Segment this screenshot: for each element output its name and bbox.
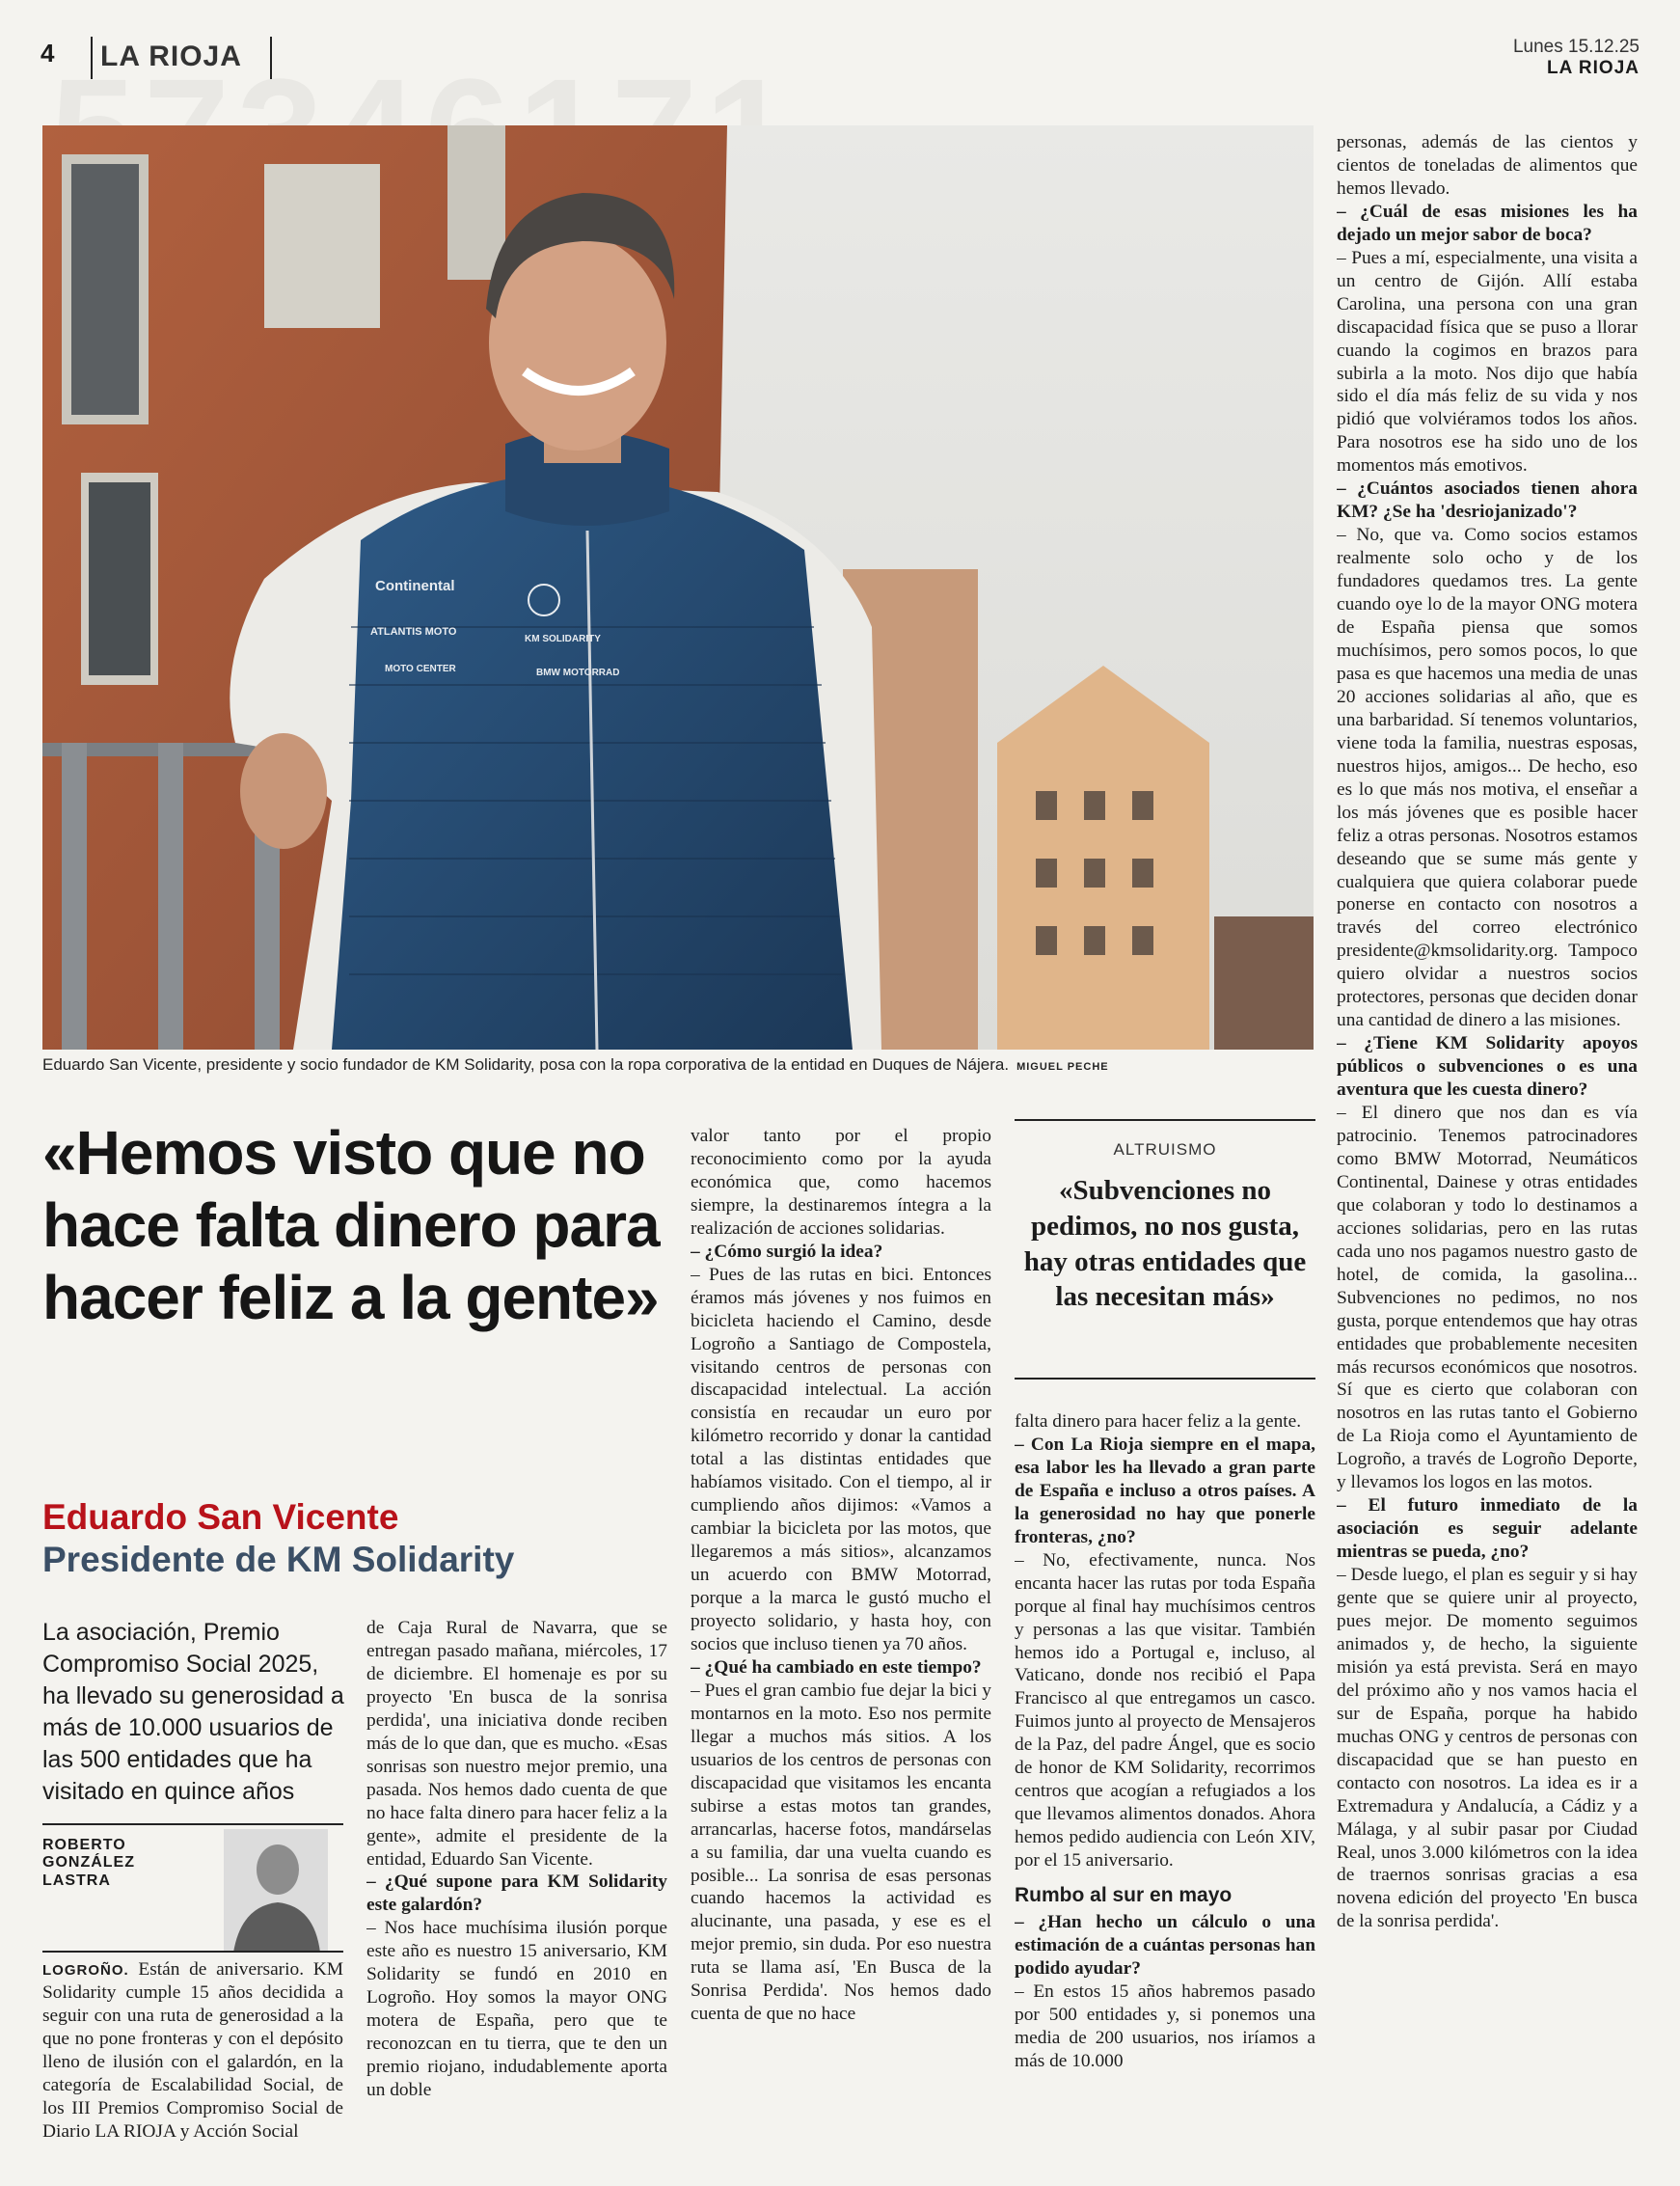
- subheading: Rumbo al sur en mayo: [1015, 1884, 1233, 1907]
- paragraph: – Pues de las rutas en bici. Entonces éramos más jóvenes y nos fuimos en bicicleta haciendo el Camino, desde Logroño a Santiago de Compostela, visitando centros de personas con discapacidad intelectual. La acción consistía en recaudar un euro por kilómetro recorrido y donar la cantidad total a las distintas entidades que habíamos visitado. Con el tiempo, al ir cumpliendo años dijimos: «Vamos a cambiar la bicicleta por las motos, que llegaremos a más sitios», alcanzamos un acuerdo con BMW Motorrad, porque a la marca le gustó mucho el proyecto solidario, y hasta hoy, con socios que incluso tienen ya 70 años.: [691, 1264, 991, 1654]
- paragraph: – Pues a mí, especialmente, una visita a un centro de Gijón. Allí estaba Carolina, una persona con una gran discapacidad física que se puso a llorar cuando la cogimos en brazos para subirla a la moto. Nos dijo que había sido el día más feliz de su vida y nos pidió que volviéramos todos los años. Para nosotros ese ha sido uno de los momentos más emotivos.: [1337, 247, 1638, 477]
- page-number: 4: [41, 39, 55, 68]
- caption-text: Eduardo San Vicente, presidente y socio fundador de KM Solidarity, posa con la ropa corporativa de la entidad en Duques de Nájera.: [42, 1055, 1010, 1074]
- vest-logo: MOTO CENTER: [385, 664, 456, 674]
- body-column-1: [42, 1958, 343, 2186]
- rule: [42, 1951, 343, 1953]
- pull-quote-tag: ALTRUISMO: [1113, 1140, 1217, 1159]
- body-column-4: [1015, 1410, 1315, 2186]
- paragraph: – No, efectivamente, nunca. Nos encanta hacer las rutas por toda España porque al final hay muchísimos centros y personas a las que visitar. También hemos ido a Portugal e, incluso, al Vaticano, donde nos recibió el Papa Francisco al que entregamos un casco. Fuimos junto al proyecto de Mensajeros de la Paz, del padre Ángel, que es socio de honor de KM Solidarity, recorrimos centros que acogían a refugiados a los que llevamos alimentos donados. Ahora hemos pedido audiencia con León XIV, por el 15 aniversario.: [1015, 1549, 1315, 1872]
- vest-logo: KM SOLIDARITY: [525, 634, 601, 644]
- rule: [42, 1823, 343, 1825]
- section-divider: [270, 37, 272, 79]
- vest-logo: Continental: [375, 578, 455, 594]
- publication-name: LA RIOJA: [1547, 58, 1639, 78]
- body-column-2: [366, 1617, 667, 2186]
- section-divider: [91, 37, 93, 79]
- paragraph: – El dinero que nos dan es vía patrocinio. Tenemos patrocinadores como BMW Motorrad, Neumáticos Continental, Dainese y otras entidades que colaboran y todo lo destinamos a acciones solidarias, pero en las rutas cada uno nos pagamos nuestro gasto de hotel, de comida, la gasolina... Subvenciones no pedimos, no nos gusta, porque entendemos que hay otras entidades que probablemente necesiten más recursos económicos que nosotros. Sí que es cierto que colaboran con nosotros en las rutas tanto el Gobierno de La Rioja como el Ayuntamiento de Logroño, a través de Logroño Deporte, y llevamos los logos en las motos.: [1337, 1103, 1638, 1493]
- paragraph: valor tanto por el propio reconocimiento como por la ayuda económica que, como hacemos siempre, la destinaremos íntegra a la realización de acciones solidarias.: [691, 1126, 991, 1239]
- question: – ¿Qué supone para KM Solidarity este galardón?: [366, 1872, 667, 1916]
- dateline: LOGROÑO.: [42, 1962, 129, 1979]
- paragraph: de Caja Rural de Navarra, que se entregan pasado mañana, miércoles, 17 de diciembre. El homenaje es por su proyecto 'En busca de la sonrisa perdida', una iniciativa donde reciben más de lo que dan, que es mucho. «Esas sonrisas son nuestro mejor premio, una pasada. Nos hemos dado cuenta de que no hace falta dinero para hacer feliz a la gente», admite el presidente de la entidad, Eduardo San Vicente.: [366, 1618, 667, 1870]
- date-block: [1513, 37, 1639, 79]
- vest-logo: ATLANTIS MOTO: [370, 626, 457, 638]
- main-photo: [42, 125, 1314, 1050]
- author-photo: [224, 1829, 328, 1953]
- paragraph: Están de aniversario. KM Solidarity cumple 15 años decidida a seguir con una ruta de generosidad a la que no pone fronteras y con el depósito lleno de ilusión con el galardón, en la categoría de Escalabilidad Social, de los III Premios Compromiso Social de Diario LA RIOJA y Acción Social: [42, 1959, 343, 2142]
- question: – ¿Han hecho un cálculo o una estimación de a cuántas personas han podido ayudar?: [1015, 1912, 1315, 1979]
- body-column-5: [1337, 131, 1638, 2186]
- question: – ¿Tiene KM Solidarity apoyos públicos o subvenciones o es una aventura que les cuesta dinero?: [1337, 1033, 1638, 1101]
- question: – ¿Qué ha cambiado en este tiempo?: [691, 1656, 982, 1678]
- page-header: [41, 37, 1639, 85]
- question: – El futuro inmediato de la asociación es seguir adelante mientras se pueda, ¿no?: [1337, 1495, 1638, 1563]
- paragraph: – En estos 15 años habremos pasado por 500 entidades y, si ponemos una media de 200 usuarios, nos iríamos a más de 10.000: [1015, 1981, 1315, 2071]
- pull-quote: [1015, 1119, 1315, 1380]
- section-name: LA RIOJA: [100, 41, 242, 72]
- paragraph: – Pues el gran cambio fue dejar la bici y montarnos en la moto. Eso nos permite llegar a muchos más sitios. A los usuarios de los centros de personas con discapacidad que visitamos les encanta subirse a estas motos tan grandes, arrancarlas, hacerse fotos, mandárselas a su familia, dar una vuelta cuando es posible... La sonrisa de esas personas cuando hacemos la actividad es alucinante, una pasada, y ese es el mejor premio, sin duda. Por eso nuestra ruta se llama así, 'En Busca de la Sonrisa Perdida'. Nos hemos dado cuenta de que no hace: [691, 1680, 991, 2025]
- interviewee-name: Eduardo San Vicente: [42, 1497, 399, 1537]
- vest-logo: BMW MOTORRAD: [536, 668, 620, 678]
- paragraph: – Nos hace muchísima ilusión porque este año es nuestro 15 aniversario, KM Solidarity se fundó en 2010 en Logroño. Hoy somos la mayor ONG motera de España, pero que te reconozcan en tu tierra, que te den un premio riojano, indudablemente aporta un doble: [366, 1918, 667, 2101]
- lead-paragraph: La asociación, Premio Compromiso Social 2025, ha llevado su generosidad a más de 10.000 usuarios de las 500 entidades que ha visitado en quince años: [42, 1619, 344, 1805]
- question: – ¿Cómo surgió la idea?: [691, 1241, 883, 1262]
- photo-credit: MIGUEL PECHE: [1016, 1061, 1109, 1073]
- pull-quote-text: «Subvenciones no pedimos, no nos gusta, hay otras entidades que las necesitan más»: [1023, 1175, 1307, 1313]
- paragraph: falta dinero para hacer feliz a la gente.: [1015, 1411, 1302, 1432]
- issue-date: Lunes 15.12.25: [1512, 37, 1639, 57]
- question: – ¿Cuántos asociados tienen ahora KM? ¿Se ha 'desriojanizado'?: [1337, 478, 1638, 523]
- question: – ¿Cuál de esas misiones les ha dejado un mejor sabor de boca?: [1337, 201, 1638, 245]
- paragraph: – Desde luego, el plan es seguir y si hay gente que se quiere unir al proyecto, pues mejor. De momento seguimos animados y, de hecho, la siguiente misión ya está prevista. Será en mayo del próximo año y nos vamos hacia el sur de España, porque ha habido muchas ONG y centros de personas con discapacidad que se han puesto en contacto con nosotros. La idea es ir a Extremadura y Andalucía, a Cádiz y a Málaga, y al subir pasar por Ciudad Real, unos 3.000 kilómetros con la idea de traernos sonrisas gracias a esa novena edición del proyecto 'En busca de la sonrisa perdida'.: [1337, 1565, 1638, 1932]
- headline: «Hemos visto que no hace falta dinero para hacer feliz a la gente»: [42, 1118, 660, 1332]
- paragraph: – No, que va. Como socios estamos realmente solo ocho y de los fundadores quedamos tres. La gente cuando oye lo de la mayor ONG motera de España piensa que somos muchísimos, pero somos pocos, lo que pasa es que hacemos una media de unas 20 acciones solidarias al año, que es una barbaridad. Sí tenemos voluntarios, viene toda la familia, nuestras esposas, nuestros hijos, amigos... De hecho, eso es lo que más nos motiva, el enseñar a los más jóvenes que es posible hacer feliz a otras personas. Nosotros estamos deseando que se sume más gente y cualquiera que quiera colaborar puede ponerse en contacto con nosotros a través del correo electrónico presidente@kmsolidarity.org. Tampoco quiero olvidar a nuestros socios protectores, personas que deciden donar una cantidad de dinero a las misiones.: [1337, 525, 1638, 1031]
- photo-caption: [42, 1055, 1314, 1075]
- question: – Con La Rioja siempre en el mapa, esa labor les ha llevado a gran parte de España e incluso a otros países. A la generosidad no hay que ponerle fronteras, ¿no?: [1015, 1434, 1315, 1547]
- body-column-3: [691, 1125, 991, 2186]
- interviewee-role: Presidente de KM Solidarity: [42, 1540, 515, 1579]
- paragraph: personas, además de las cientos y cientos de toneladas de alimentos que hemos llevado.: [1337, 132, 1638, 199]
- byline: ROBERTO GONZÁLEZ LASTRA: [42, 1837, 135, 1889]
